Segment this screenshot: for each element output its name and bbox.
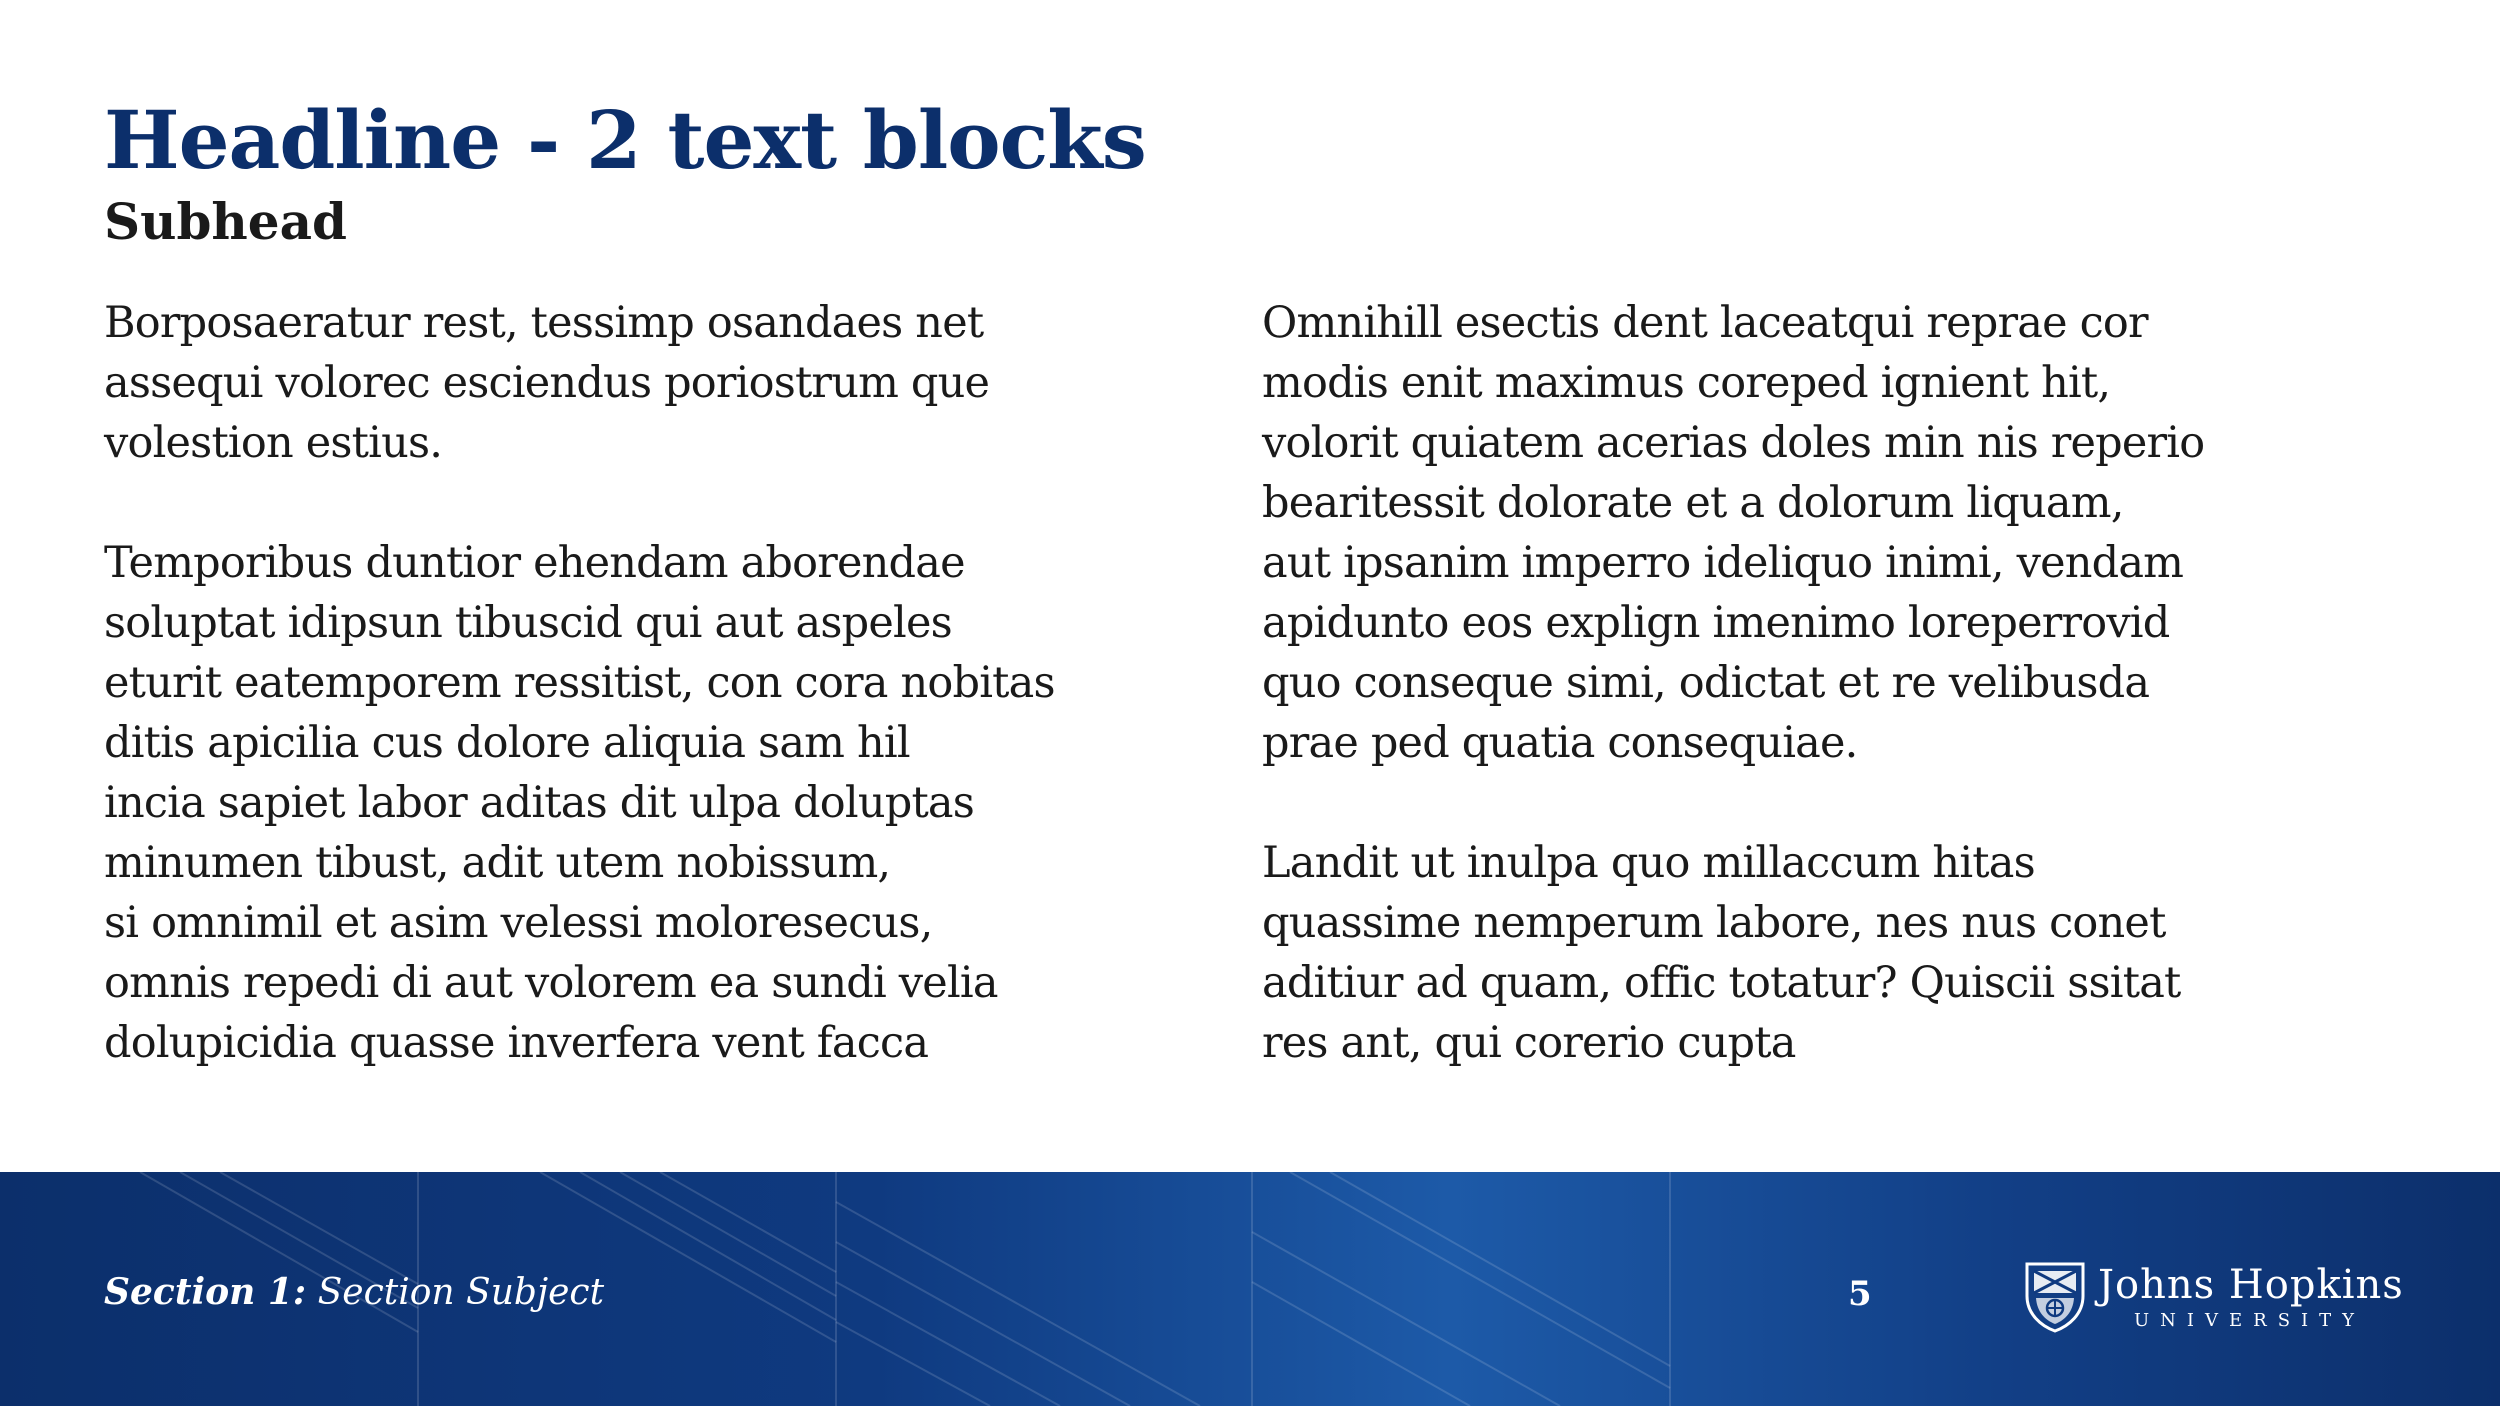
page-number: 5 — [1848, 1274, 1872, 1314]
text-line: si omnimil et asim velessi moloresecus, — [104, 898, 933, 948]
logo-subtitle: UNIVERSITY — [2134, 1310, 2366, 1331]
text-line: aut ipsanim imperro ideliquo inimi, vendam — [1262, 538, 2184, 588]
text-line: Omnihill esectis dent laceatqui reprae cor — [1262, 298, 2148, 348]
section-number: Section 1: — [104, 1271, 307, 1313]
left-paragraph-2 — [104, 533, 1224, 1073]
text-line: incia sapiet labor aditas dit ulpa doluptas — [104, 778, 975, 828]
text-line: eturit eatemporem ressitist, con cora nobitas — [104, 658, 1055, 708]
text-line: prae ped quatia consequiae. — [1262, 718, 1858, 768]
right-paragraph-1 — [1262, 293, 2402, 773]
text-line: bearitessit dolorate et a dolorum liquam, — [1262, 478, 2124, 528]
right-text-block — [1262, 293, 2402, 1133]
text-line: soluptat idipsun tibuscid qui aut aspeles — [104, 598, 952, 648]
left-text-block — [104, 293, 1224, 1133]
text-line: modis enit maximus coreped ignient hit, — [1262, 358, 2111, 408]
text-line: Temporibus duntior ehendam aborendae — [104, 538, 965, 588]
text-line: quassime nemperum labore, nes nus conet — [1262, 898, 2166, 948]
text-line: apidunto eos explign imenimo loreperrovid — [1262, 598, 2170, 648]
section-label — [104, 1270, 604, 1315]
right-paragraph-2 — [1262, 833, 2402, 1073]
text-line: volestion estius. — [104, 418, 443, 468]
headline: Headline - 2 text blocks — [104, 93, 1146, 187]
text-line: volorit quiatem acerias doles min nis reperio — [1262, 418, 2205, 468]
footer-band — [0, 1172, 2500, 1406]
text-line: dolupicidia quasse inverfera vent facca — [104, 1018, 929, 1068]
text-line: Landit ut inulpa quo millaccum hitas — [1262, 838, 2035, 888]
text-line: ditis apicilia cus dolore aliquia sam hil — [104, 718, 910, 768]
text-line: res ant, qui corerio cupta — [1262, 1018, 1796, 1068]
text-line: quo conseque simi, odictat et re velibusda — [1262, 658, 2150, 708]
text-line: Borposaeratur rest, tessimp osandaes net — [104, 298, 984, 348]
left-paragraph-1 — [104, 293, 1224, 473]
text-line: aditiur ad quam, offic totatur? Quiscii ssitat — [1262, 958, 2181, 1008]
university-logo — [2022, 1260, 2402, 1340]
subhead: Subhead — [104, 192, 347, 251]
text-line: assequi volorec esciendus poriostrum que — [104, 358, 990, 408]
logo-wordmark: Johns Hopkins — [2098, 1262, 2404, 1308]
university-shield-icon — [2022, 1260, 2088, 1334]
text-line: minumen tibust, adit utem nobissum, — [104, 838, 891, 888]
text-line: omnis repedi di aut volorem ea sundi velia — [104, 958, 998, 1008]
section-subject: Section Subject — [317, 1272, 605, 1313]
